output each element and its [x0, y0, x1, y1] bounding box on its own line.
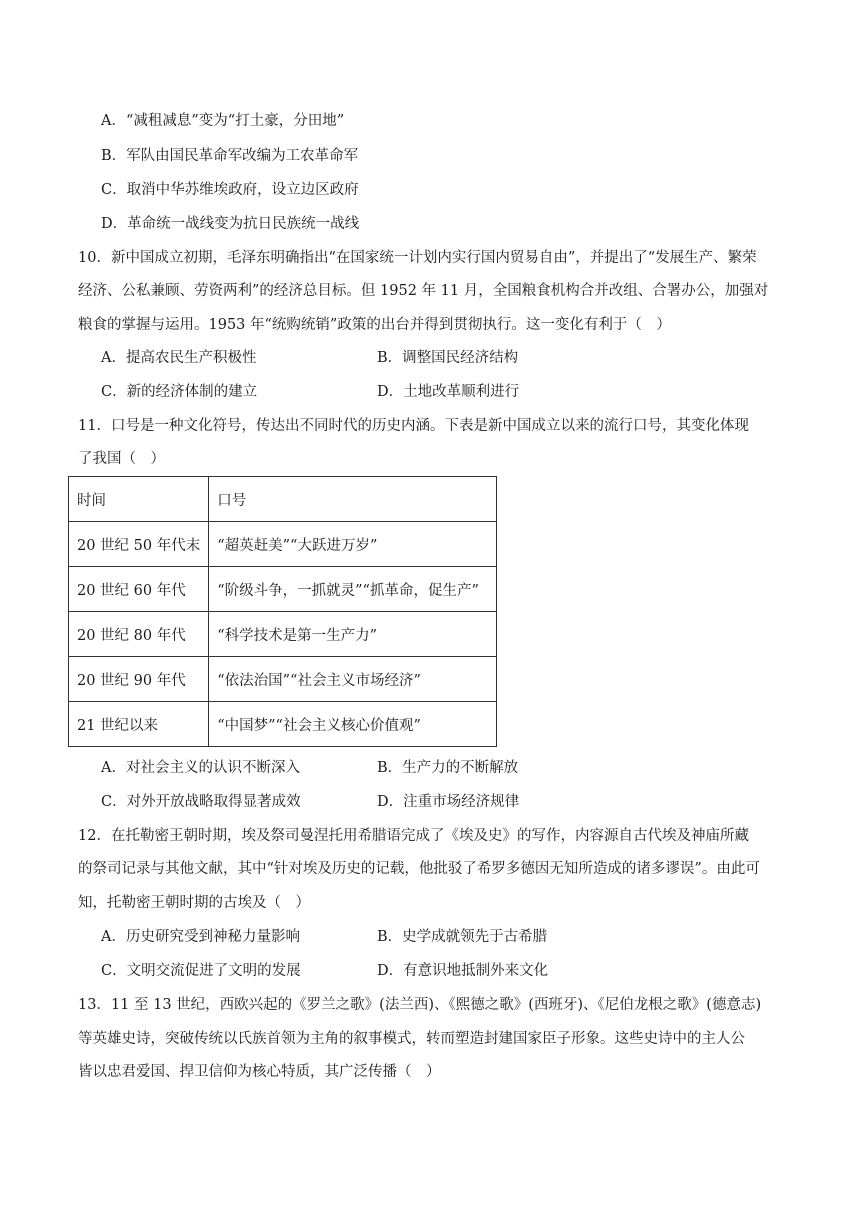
q11-stem-line2: 了我国（ ） — [78, 451, 165, 467]
q12-option-d: D．有意识地抵制外来文化 — [377, 963, 549, 979]
table-cell-time: 21 世纪以来 — [69, 702, 209, 747]
table-header-time: 时间 — [69, 477, 209, 522]
table-row — [69, 702, 497, 747]
table-cell-slogan: “依法治国”“社会主义市场经济” — [209, 657, 497, 702]
q11-stem-line1: 11．口号是一种文化符号，传达出不同时代的历史内涵。下表是新中国成立以来的流行口号，其变化体现 — [78, 418, 749, 434]
q12-stem-line2: 的祭司记录与其他文献，其中“针对埃及历史的记载，他批驳了希罗多德因无知所造成的诸多谬误”。由此可 — [78, 861, 760, 877]
q12-option-c: C．文明交流促进了文明的发展 — [101, 963, 301, 979]
q10-stem-line1: 10．新中国成立初期，毛泽东明确指出“在国家统一计划内实行国内贸易自由”，并提出了“发展生产、繁荣 — [78, 250, 757, 266]
table-cell-time: 20 世纪 60 年代 — [69, 567, 209, 612]
q13-stem-line2: 等英雄史诗，突破传统以氏族首领为主角的叙事模式，转而塑造封建国家臣子形象。这些史诗中的主人公 — [78, 1031, 745, 1047]
q12-stem-line3: 知，托勒密王朝时期的古埃及（ ） — [78, 895, 310, 911]
q10-option-c: C．新的经济体制的建立 — [101, 384, 258, 400]
table-cell-slogan: “中国梦”“社会主义核心价值观” — [209, 702, 497, 747]
q9-option-c: C．取消中华苏维埃政府，设立边区政府 — [101, 182, 359, 198]
table-row — [69, 657, 497, 702]
table-cell-slogan: “超英赶美”“大跃进万岁” — [209, 522, 497, 567]
table-row — [69, 612, 497, 657]
q10-stem-line2: 经济、公私兼顾、劳资两利”的经济总目标。但 1952 年 11 月，全国粮食机构合并改组、合署办公，加强对 — [78, 283, 769, 299]
q9-option-a: A．“减租减息”变为“打土豪，分田地” — [101, 113, 345, 129]
q12-option-a: A．历史研究受到神秘力量影响 — [101, 929, 300, 945]
table-cell-slogan: “阶级斗争，一抓就灵”“抓革命，促生产” — [209, 567, 497, 612]
q12-option-b: B．史学成就领先于古希腊 — [377, 929, 548, 945]
q9-option-d: D．革命统一战线变为抗日民族统一战线 — [101, 216, 360, 232]
q10-stem-line3: 粮食的掌握与运用。1953 年“统购统销”政策的出台并得到贯彻执行。这一变化有利于（ ） — [78, 317, 671, 333]
q9-option-b: B．军队由国民革命军改编为工农革命军 — [101, 148, 359, 164]
table-cell-slogan: “科学技术是第一生产力” — [209, 612, 497, 657]
table-cell-time: 20 世纪 90 年代 — [69, 657, 209, 702]
q10-option-a: A．提高农民生产积极性 — [101, 350, 257, 366]
q13-stem-line1: 13．11 至 13 世纪，西欧兴起的《罗兰之歌》(法兰西)、《熙德之歌》(西班牙)、《尼伯龙根之歌》(德意志) — [78, 997, 762, 1013]
table-row — [69, 567, 497, 612]
q11-option-b: B．生产力的不断解放 — [377, 760, 519, 776]
q11-option-a: A．对社会主义的认识不断深入 — [101, 760, 300, 776]
q12-stem-line1: 12．在托勒密王朝时期，埃及祭司曼涅托用希腊语完成了《埃及史》的写作，内容源自古代埃及神庙所藏 — [78, 828, 749, 844]
q11-option-d: D．注重市场经济规律 — [377, 794, 520, 810]
table-cell-time: 20 世纪 50 年代末 — [69, 522, 209, 567]
table-cell-time: 20 世纪 80 年代 — [69, 612, 209, 657]
q13-stem-line3: 皆以忠君爱国、捍卫信仰为核心特质，其广泛传播（ ） — [78, 1064, 441, 1080]
table-header-slogan: 口号 — [209, 477, 497, 522]
q10-option-d: D．土地改革顺利进行 — [377, 384, 520, 400]
slogan-table — [68, 476, 497, 747]
q11-option-c: C．对外开放战略取得显著成效 — [101, 794, 301, 810]
table-row — [69, 522, 497, 567]
table-header-row — [69, 477, 497, 522]
q10-option-b: B．调整国民经济结构 — [377, 350, 519, 366]
